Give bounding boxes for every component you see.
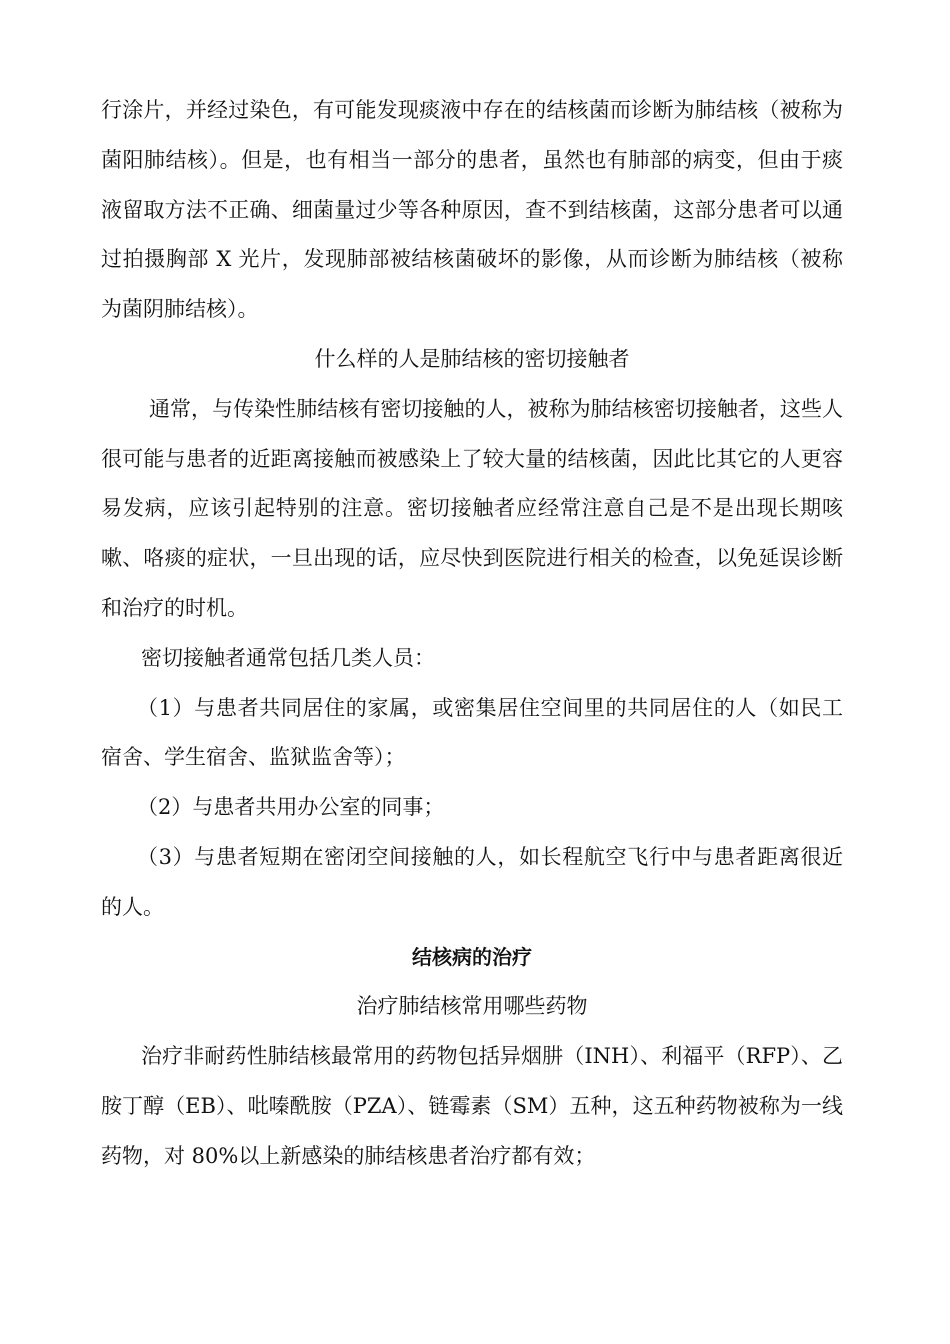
heading-common-drugs: 治疗肺结核常用哪些药物 — [356, 994, 588, 1019]
paragraph-contact-types-intro: 密切接触者通常包括几类人员： — [141, 645, 435, 670]
list-item-household: （1）与患者共同居住的家属，或密集居住空间里的共同居住的人（如民工宿舍、学生宿舍、监狱监舍等）； — [101, 695, 843, 770]
paragraph-close-contacts: 通常，与传染性肺结核有密切接触的人，被称为肺结核密切接触者，这些人很可能与患者的近距离接触而被感染上了较大量的结核菌，因此比其它的人更容易发病，应该引起特别的注意。密切接触者应经常注意自己是不是出现长期咳嗽、咯痰的症状，一旦出现的话，应尽快到医院进行相关的检查，以免延误诊断和治疗的时机。 — [101, 396, 843, 620]
paragraph-diagnosis: 行涂片，并经过染色，有可能发现痰液中存在的结核菌而诊断为肺结核（被称为菌阳肺结核）。但是，也有相当一部分的患者，虽然也有肺部的病变，但由于痰液留取方法不正确、细菌量过少等各种原因，查不到结核菌，这部分患者可以通过拍摄胸部 X 光片，发现肺部被结核菌破坏的影像，从而诊断为肺结核（被称为菌阴肺结核）。 — [101, 98, 843, 322]
heading-close-contacts: 什么样的人是肺结核的密切接触者 — [314, 346, 630, 371]
list-item-enclosed-space: （3）与患者短期在密闭空间接触的人，如长程航空飞行中与患者距离很近的人。 — [101, 844, 843, 919]
section-title-treatment: 结核病的治疗 — [412, 944, 532, 969]
document-body — [101, 86, 843, 1182]
paragraph-first-line-drugs: 治疗非耐药性肺结核最常用的药物包括异烟肼（INH）、利福平（RFP）、乙胺丁醇（EB）、吡嗪酰胺（PZA）、链霉素（SM）五种，这五种药物被称为一线药物，对 80%以上新感染的肺结核患者治疗都有效； — [101, 1044, 843, 1168]
list-item-coworkers: （2）与患者共用办公室的同事； — [137, 795, 445, 820]
